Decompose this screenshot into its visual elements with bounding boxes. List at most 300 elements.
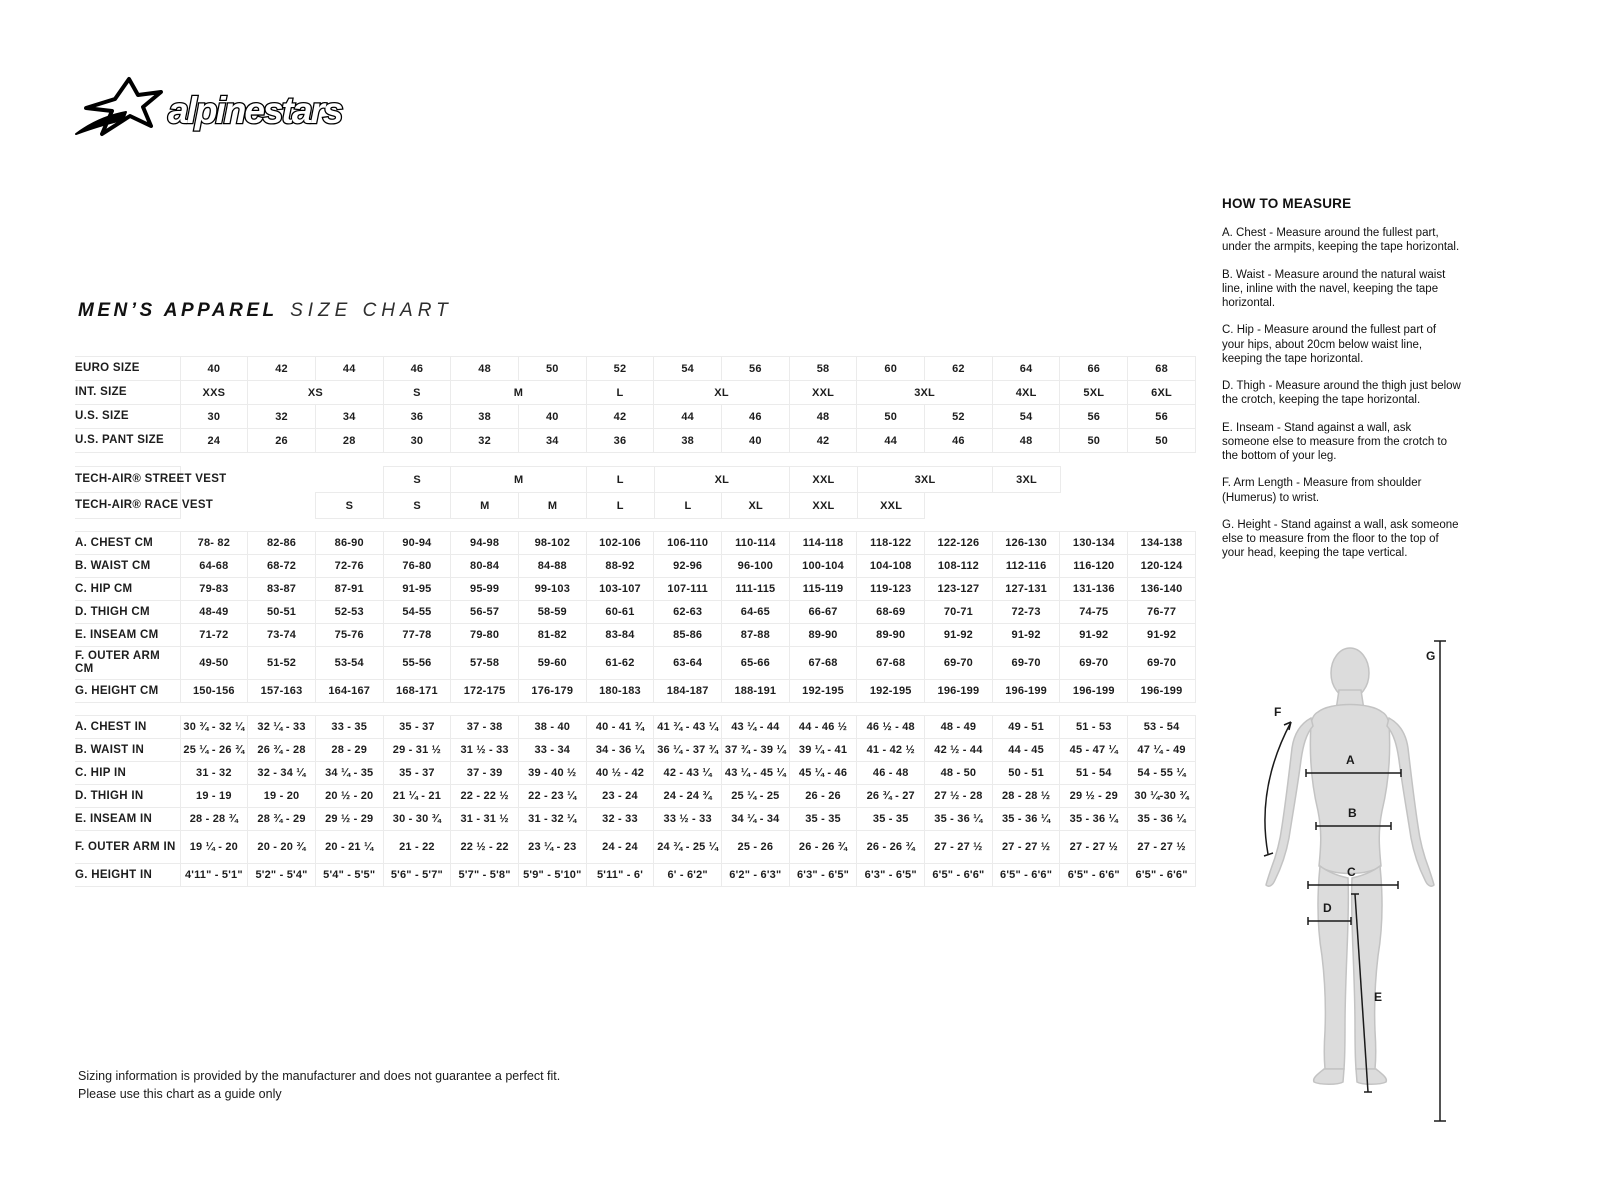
- table-row: [75, 467, 1196, 493]
- size-cell: 30 ¼-30 ¾: [1128, 785, 1196, 808]
- size-cell: 35 - 35: [789, 808, 857, 831]
- size-cell: 31 - 32 ¼: [518, 808, 586, 831]
- size-cell: XL: [722, 493, 790, 519]
- size-cell: 134-138: [1128, 532, 1196, 555]
- size-cell: 29 ½ - 29: [315, 808, 383, 831]
- size-cell: 83-84: [586, 624, 654, 647]
- size-cell: 192-195: [789, 680, 857, 703]
- size-cell: 50: [857, 405, 925, 429]
- size-cell: 84-88: [518, 555, 586, 578]
- size-cell: 39 - 40 ½: [518, 762, 586, 785]
- size-cell: 46 ½ - 48: [857, 716, 925, 739]
- size-cell: 35 - 36 ¼: [1060, 808, 1128, 831]
- size-cell: 65-66: [722, 647, 790, 680]
- size-cell: 36: [383, 405, 451, 429]
- size-cell: 50 - 51: [992, 762, 1060, 785]
- size-cell: 35 - 36 ¼: [992, 808, 1060, 831]
- size-cell: 63-64: [654, 647, 722, 680]
- size-cell: 87-91: [315, 578, 383, 601]
- size-cell: 25 - 26: [722, 831, 790, 864]
- measure-instruction: E. Inseam - Stand against a wall, ask someone else to measure from the crotch to the bottom of your leg.: [1222, 421, 1447, 462]
- figure-label-hip: C: [1347, 865, 1356, 879]
- size-cell: 28 - 28 ¾: [180, 808, 248, 831]
- size-cell: 76-77: [1128, 601, 1196, 624]
- size-cell: 108-112: [925, 555, 993, 578]
- page-title: [78, 300, 453, 322]
- size-cell: 76-80: [383, 555, 451, 578]
- figure-label-thigh: D: [1323, 901, 1332, 915]
- row-label: G. HEIGHT CM: [75, 680, 180, 703]
- size-cell: 5'2" - 5'4": [248, 864, 316, 887]
- size-cell: 123-127: [925, 578, 993, 601]
- size-cell: 74-75: [1060, 601, 1128, 624]
- size-cell: 28 ¾ - 29: [248, 808, 316, 831]
- size-cell: 20 - 21 ¼: [315, 831, 383, 864]
- size-cell: 23 - 24: [586, 785, 654, 808]
- size-cell: 42 - 43 ¼: [654, 762, 722, 785]
- size-cell: 99-103: [518, 578, 586, 601]
- size-table: [75, 356, 1196, 887]
- size-cell: XXL: [789, 381, 857, 405]
- size-cell: 54-55: [383, 601, 451, 624]
- row-label: A. CHEST IN: [75, 716, 180, 739]
- size-cell: 122-126: [925, 532, 993, 555]
- size-cell: 95-99: [451, 578, 519, 601]
- size-cell: 42: [789, 429, 857, 453]
- title-main: MEN’S APPAREL: [78, 300, 278, 321]
- size-cell: 49 - 51: [992, 716, 1060, 739]
- size-cell: 44 - 45: [992, 739, 1060, 762]
- size-cell: XXL: [790, 467, 858, 493]
- row-label: TECH-AIR® STREET VEST: [75, 467, 180, 493]
- size-cell: 35 - 35: [857, 808, 925, 831]
- size-cell: 40: [180, 357, 248, 381]
- size-cell: XL: [654, 381, 789, 405]
- size-cell: 32 - 34 ¼: [248, 762, 316, 785]
- size-cell: 35 - 37: [383, 716, 451, 739]
- size-cell: 48 - 50: [925, 762, 993, 785]
- row-label: U.S. PANT SIZE: [75, 429, 180, 453]
- size-cell: 64-65: [722, 601, 790, 624]
- size-cell: 6' - 6'2": [654, 864, 722, 887]
- size-cell: 45 - 47 ¼: [1060, 739, 1128, 762]
- size-cell: 46 - 48: [857, 762, 925, 785]
- measure-instruction: A. Chest - Measure around the fullest part, under the armpits, keeping the tape horizontal.: [1222, 227, 1460, 254]
- figure-label-height: G: [1426, 649, 1436, 663]
- size-cell: 6'5" - 6'6": [1128, 864, 1196, 887]
- size-cell: 35 - 36 ¼: [1128, 808, 1196, 831]
- size-cell: 94-98: [451, 532, 519, 555]
- table-row: [75, 680, 1196, 703]
- size-cell: 68-72: [248, 555, 316, 578]
- size-cell: 22 - 22 ½: [451, 785, 519, 808]
- row-label: E. INSEAM IN: [75, 808, 180, 831]
- size-cell: 62: [925, 357, 993, 381]
- size-cell: 102-106: [586, 532, 654, 555]
- size-cell: 21 - 22: [383, 831, 451, 864]
- size-cell: 67-68: [857, 647, 925, 680]
- size-cell: 27 - 27 ½: [1060, 831, 1128, 864]
- size-cell: 56-57: [451, 601, 519, 624]
- size-cell: 52: [586, 357, 654, 381]
- size-cell: 3XL: [857, 381, 992, 405]
- size-cell: 46: [722, 405, 790, 429]
- size-cell: 31 - 32: [180, 762, 248, 785]
- size-cell: 37 - 38: [451, 716, 519, 739]
- size-cell: 32: [451, 429, 519, 453]
- size-cell: 54: [654, 357, 722, 381]
- size-cell: 66: [1060, 357, 1128, 381]
- size-cell: 53 - 54: [1128, 716, 1196, 739]
- size-cell: 6'5" - 6'6": [1060, 864, 1128, 887]
- size-cell: 20 ½ - 20: [315, 785, 383, 808]
- size-cell: 5'4" - 5'5": [315, 864, 383, 887]
- size-cell: 20 - 20 ¾: [248, 831, 316, 864]
- size-cell: 70-71: [925, 601, 993, 624]
- size-cell: 184-187: [654, 680, 722, 703]
- size-cell: 34: [315, 405, 383, 429]
- size-cell: 150-156: [180, 680, 248, 703]
- size-cell: 44: [654, 405, 722, 429]
- size-cell: 91-92: [925, 624, 993, 647]
- row-label: E. INSEAM CM: [75, 624, 180, 647]
- size-cell: 34 - 36 ¼: [586, 739, 654, 762]
- size-cell: 6XL: [1128, 381, 1196, 405]
- size-cell: 79-80: [451, 624, 519, 647]
- size-cell: M: [451, 381, 586, 405]
- size-cell: 75-76: [315, 624, 383, 647]
- size-cell: 60-61: [586, 601, 654, 624]
- row-label: EURO SIZE: [75, 357, 180, 381]
- size-cell: 26 - 26: [789, 785, 857, 808]
- table-row: [75, 716, 1196, 739]
- size-cell: L: [586, 381, 654, 405]
- measure-instructions: [1222, 226, 1461, 561]
- size-cell: 43 ¼ - 44: [722, 716, 790, 739]
- size-cell: 118-122: [857, 532, 925, 555]
- size-cell: 19 - 20: [248, 785, 316, 808]
- size-cell: 52-53: [315, 601, 383, 624]
- size-cell: 28 - 28 ½: [992, 785, 1060, 808]
- size-cell: 19 - 19: [180, 785, 248, 808]
- size-cell: 41 ¾ - 43 ¼: [654, 716, 722, 739]
- size-cell: 28: [315, 429, 383, 453]
- size-cell: 56: [1128, 405, 1196, 429]
- size-cell: 85-86: [654, 624, 722, 647]
- size-cell: 26 ¾ - 28: [248, 739, 316, 762]
- size-cell: M: [451, 493, 519, 519]
- size-cell: 3XL: [993, 467, 1061, 493]
- size-cell: 91-92: [992, 624, 1060, 647]
- size-cell: 30 ¾ - 32 ¼: [180, 716, 248, 739]
- size-cell: 196-199: [925, 680, 993, 703]
- size-cell: 32: [248, 405, 316, 429]
- size-cell: 31 - 31 ½: [451, 808, 519, 831]
- size-cell: 52: [925, 405, 993, 429]
- size-cell: 69-70: [925, 647, 993, 680]
- size-cell: XXS: [180, 381, 248, 405]
- size-cell: 80-84: [451, 555, 519, 578]
- size-cell: 131-136: [1060, 578, 1128, 601]
- size-cell: 24 ¾ - 25 ¼: [654, 831, 722, 864]
- measure-instruction: G. Height - Stand against a wall, ask someone else to measure from the floor to the top of your head, keeping the tape vertical.: [1222, 518, 1459, 560]
- size-cell: L: [654, 493, 722, 519]
- table-row: [75, 831, 1196, 864]
- row-label: G. HEIGHT IN: [75, 864, 180, 887]
- size-cell: 96-100: [722, 555, 790, 578]
- size-cell: 196-199: [1060, 680, 1128, 703]
- table-row: [75, 808, 1196, 831]
- size-cell: 88-92: [586, 555, 654, 578]
- size-cell: 40 - 41 ¾: [586, 716, 654, 739]
- row-label: D. THIGH IN: [75, 785, 180, 808]
- size-cell: 54: [992, 405, 1060, 429]
- size-cell: 116-120: [1060, 555, 1128, 578]
- size-cell: 50: [1060, 429, 1128, 453]
- size-cell: 33 ½ - 33: [654, 808, 722, 831]
- table-row: [75, 601, 1196, 624]
- size-cell: 72-73: [992, 601, 1060, 624]
- size-cell: 192-195: [857, 680, 925, 703]
- size-cell: 79-83: [180, 578, 248, 601]
- size-cell: 27 - 27 ½: [992, 831, 1060, 864]
- size-cell: L: [586, 493, 654, 519]
- size-cell: 29 - 31 ½: [383, 739, 451, 762]
- size-cell: 55-56: [383, 647, 451, 680]
- size-cell: 22 ½ - 22: [451, 831, 519, 864]
- size-cell: 45 ¼ - 46: [789, 762, 857, 785]
- row-label: U.S. SIZE: [75, 405, 180, 429]
- size-cell: 91-95: [383, 578, 451, 601]
- size-cell: 56: [722, 357, 790, 381]
- size-cell: 48 - 49: [925, 716, 993, 739]
- body-measurement-diagram: [1238, 626, 1453, 1126]
- size-cell: 35 - 36 ¼: [925, 808, 993, 831]
- size-cell: 6'3" - 6'5": [789, 864, 857, 887]
- size-cell: 58: [789, 357, 857, 381]
- size-cell: 62-63: [654, 601, 722, 624]
- row-label: B. WAIST IN: [75, 739, 180, 762]
- size-cell: S: [383, 493, 451, 519]
- size-cell: 196-199: [1128, 680, 1196, 703]
- size-cell: 42: [586, 405, 654, 429]
- measure-instruction: C. Hip - Measure around the fullest part of your hips, about 20cm below waist line, keeping the tape horizontal.: [1222, 324, 1437, 365]
- size-cell: 71-72: [180, 624, 248, 647]
- table-row: [75, 381, 1196, 405]
- size-cell: 44: [857, 429, 925, 453]
- size-cell: 72-76: [315, 555, 383, 578]
- size-cell: 90-94: [383, 532, 451, 555]
- size-cell: 81-82: [518, 624, 586, 647]
- row-label: INT. SIZE: [75, 381, 180, 405]
- size-cell: 44 - 46 ½: [789, 716, 857, 739]
- size-cell: 34: [518, 429, 586, 453]
- size-cell: 24 - 24: [586, 831, 654, 864]
- size-cell: XL: [654, 467, 789, 493]
- table-row: [75, 739, 1196, 762]
- size-cell: 168-171: [383, 680, 451, 703]
- size-cell: 33 - 35: [315, 716, 383, 739]
- size-cell: 42 ½ - 44: [925, 739, 993, 762]
- size-cell: 27 - 27 ½: [1128, 831, 1196, 864]
- size-cell: 58-59: [518, 601, 586, 624]
- tech-air-table: [75, 466, 1196, 519]
- table-row: [75, 429, 1196, 453]
- size-cell: 32 - 33: [586, 808, 654, 831]
- disclaimer: [78, 1068, 560, 1103]
- size-cell: 180-183: [586, 680, 654, 703]
- table-row: [75, 624, 1196, 647]
- size-cell: 50: [1128, 429, 1196, 453]
- size-cell: 110-114: [722, 532, 790, 555]
- size-cell: 92-96: [654, 555, 722, 578]
- size-cell: 89-90: [789, 624, 857, 647]
- size-cell: 25 ¼ - 26 ¾: [180, 739, 248, 762]
- size-cell: 115-119: [789, 578, 857, 601]
- size-cell: 23 ¼ - 23: [518, 831, 586, 864]
- row-label: C. HIP CM: [75, 578, 180, 601]
- size-cell: 40 ½ - 42: [586, 762, 654, 785]
- size-cell: 38: [654, 429, 722, 453]
- size-cell: 87-88: [722, 624, 790, 647]
- size-cell: 196-199: [992, 680, 1060, 703]
- row-label: F. OUTER ARM CM: [75, 647, 180, 680]
- figure-label-arm: F: [1274, 705, 1282, 719]
- size-cell: 57-58: [451, 647, 519, 680]
- size-cell: 107-111: [654, 578, 722, 601]
- size-cell: 34 ¼ - 34: [722, 808, 790, 831]
- title-sub: SIZE CHART: [290, 300, 453, 321]
- size-cell: 5'11" - 6': [586, 864, 654, 887]
- size-cell: 46: [925, 429, 993, 453]
- row-label: A. CHEST CM: [75, 532, 180, 555]
- size-cell: 28 - 29: [315, 739, 383, 762]
- row-label: TECH-AIR® RACE VEST: [75, 493, 180, 519]
- how-to-measure-heading: HOW TO MEASURE: [1222, 196, 1352, 211]
- size-cell: 34 ¼ - 35: [315, 762, 383, 785]
- size-cell: 188-191: [722, 680, 790, 703]
- size-cell: 48: [451, 357, 519, 381]
- size-cell: 24 - 24 ¾: [654, 785, 722, 808]
- size-cell: 39 ¼ - 41: [789, 739, 857, 762]
- table-row: [75, 532, 1196, 555]
- size-cell: 26 - 26 ¾: [857, 831, 925, 864]
- size-cell: 4'11" - 5'1": [180, 864, 248, 887]
- size-cell: 172-175: [451, 680, 519, 703]
- size-cell: 157-163: [248, 680, 316, 703]
- sizes-table: [75, 356, 1196, 453]
- size-cell: 66-67: [789, 601, 857, 624]
- size-cell: 26 ¾ - 27: [857, 785, 925, 808]
- how-to-measure-panel: [1222, 196, 1461, 574]
- size-cell: 42: [248, 357, 316, 381]
- size-cell: 38: [451, 405, 519, 429]
- size-cell: L: [586, 467, 654, 493]
- row-label: C. HIP IN: [75, 762, 180, 785]
- size-cell: 91-92: [1060, 624, 1128, 647]
- size-cell: 40: [518, 405, 586, 429]
- empty-cell: [1060, 467, 1196, 493]
- size-cell: 32 ¼ - 33: [248, 716, 316, 739]
- table-row: [75, 864, 1196, 887]
- size-cell: 5'6" - 5'7": [383, 864, 451, 887]
- alpinestars-star-icon: [76, 79, 161, 134]
- size-cell: 3XL: [857, 467, 992, 493]
- size-cell: 164-167: [315, 680, 383, 703]
- measure-instruction: F. Arm Length - Measure from shoulder (Humerus) to wrist.: [1222, 477, 1422, 504]
- size-cell: 68-69: [857, 601, 925, 624]
- alpinestars-logo: [72, 76, 352, 144]
- table-row: [75, 357, 1196, 381]
- size-cell: 86-90: [315, 532, 383, 555]
- size-cell: 114-118: [789, 532, 857, 555]
- alpinestars-wordmark: alpinestars: [168, 90, 342, 131]
- size-cell: 106-110: [654, 532, 722, 555]
- size-cell: 73-74: [248, 624, 316, 647]
- table-row: [75, 493, 1196, 519]
- size-cell: 60: [857, 357, 925, 381]
- size-cell: 31 ½ - 33: [451, 739, 519, 762]
- size-cell: 126-130: [992, 532, 1060, 555]
- size-cell: 56: [1060, 405, 1128, 429]
- size-cell: 54 - 55 ¼: [1128, 762, 1196, 785]
- size-cell: 51-52: [248, 647, 316, 680]
- size-cell: 25 ¼ - 25: [722, 785, 790, 808]
- size-cell: 176-179: [518, 680, 586, 703]
- table-row: [75, 578, 1196, 601]
- figure-label-inseam: E: [1374, 990, 1383, 1004]
- size-cell: 6'2" - 6'3": [722, 864, 790, 887]
- table-row: [75, 785, 1196, 808]
- size-cell: 136-140: [1128, 578, 1196, 601]
- size-cell: 6'5" - 6'6": [925, 864, 993, 887]
- disclaimer-line2: Please use this chart as a guide only: [78, 1086, 282, 1101]
- size-cell: 48: [789, 405, 857, 429]
- size-cell: 46: [383, 357, 451, 381]
- size-cell: 68: [1128, 357, 1196, 381]
- size-cell: 53-54: [315, 647, 383, 680]
- size-cell: 111-115: [722, 578, 790, 601]
- size-cell: 91-92: [1128, 624, 1196, 647]
- row-label: D. THIGH CM: [75, 601, 180, 624]
- size-cell: 119-123: [857, 578, 925, 601]
- size-cell: 69-70: [1060, 647, 1128, 680]
- size-cell: 49-50: [180, 647, 248, 680]
- size-cell: 5'7" - 5'8": [451, 864, 519, 887]
- height-measure-line: [1434, 641, 1446, 1121]
- size-cell: 69-70: [1128, 647, 1196, 680]
- size-cell: XS: [248, 381, 383, 405]
- size-cell: 61-62: [586, 647, 654, 680]
- size-cell: XXL: [857, 493, 925, 519]
- size-cell: M: [451, 467, 586, 493]
- measurements-in-table: [75, 715, 1196, 887]
- size-cell: 37 - 39: [451, 762, 519, 785]
- size-cell: 69-70: [992, 647, 1060, 680]
- figure-label-chest: A: [1346, 753, 1355, 767]
- size-cell: S: [383, 467, 451, 493]
- size-cell: 67-68: [789, 647, 857, 680]
- row-label: B. WAIST CM: [75, 555, 180, 578]
- measurements-cm-table: [75, 531, 1196, 703]
- size-cell: 47 ¼ - 49: [1128, 739, 1196, 762]
- size-cell: 51 - 53: [1060, 716, 1128, 739]
- size-cell: 30 - 30 ¾: [383, 808, 451, 831]
- table-row: [75, 647, 1196, 680]
- size-cell: 22 - 23 ¼: [518, 785, 586, 808]
- size-cell: 24: [180, 429, 248, 453]
- size-cell: XXL: [790, 493, 858, 519]
